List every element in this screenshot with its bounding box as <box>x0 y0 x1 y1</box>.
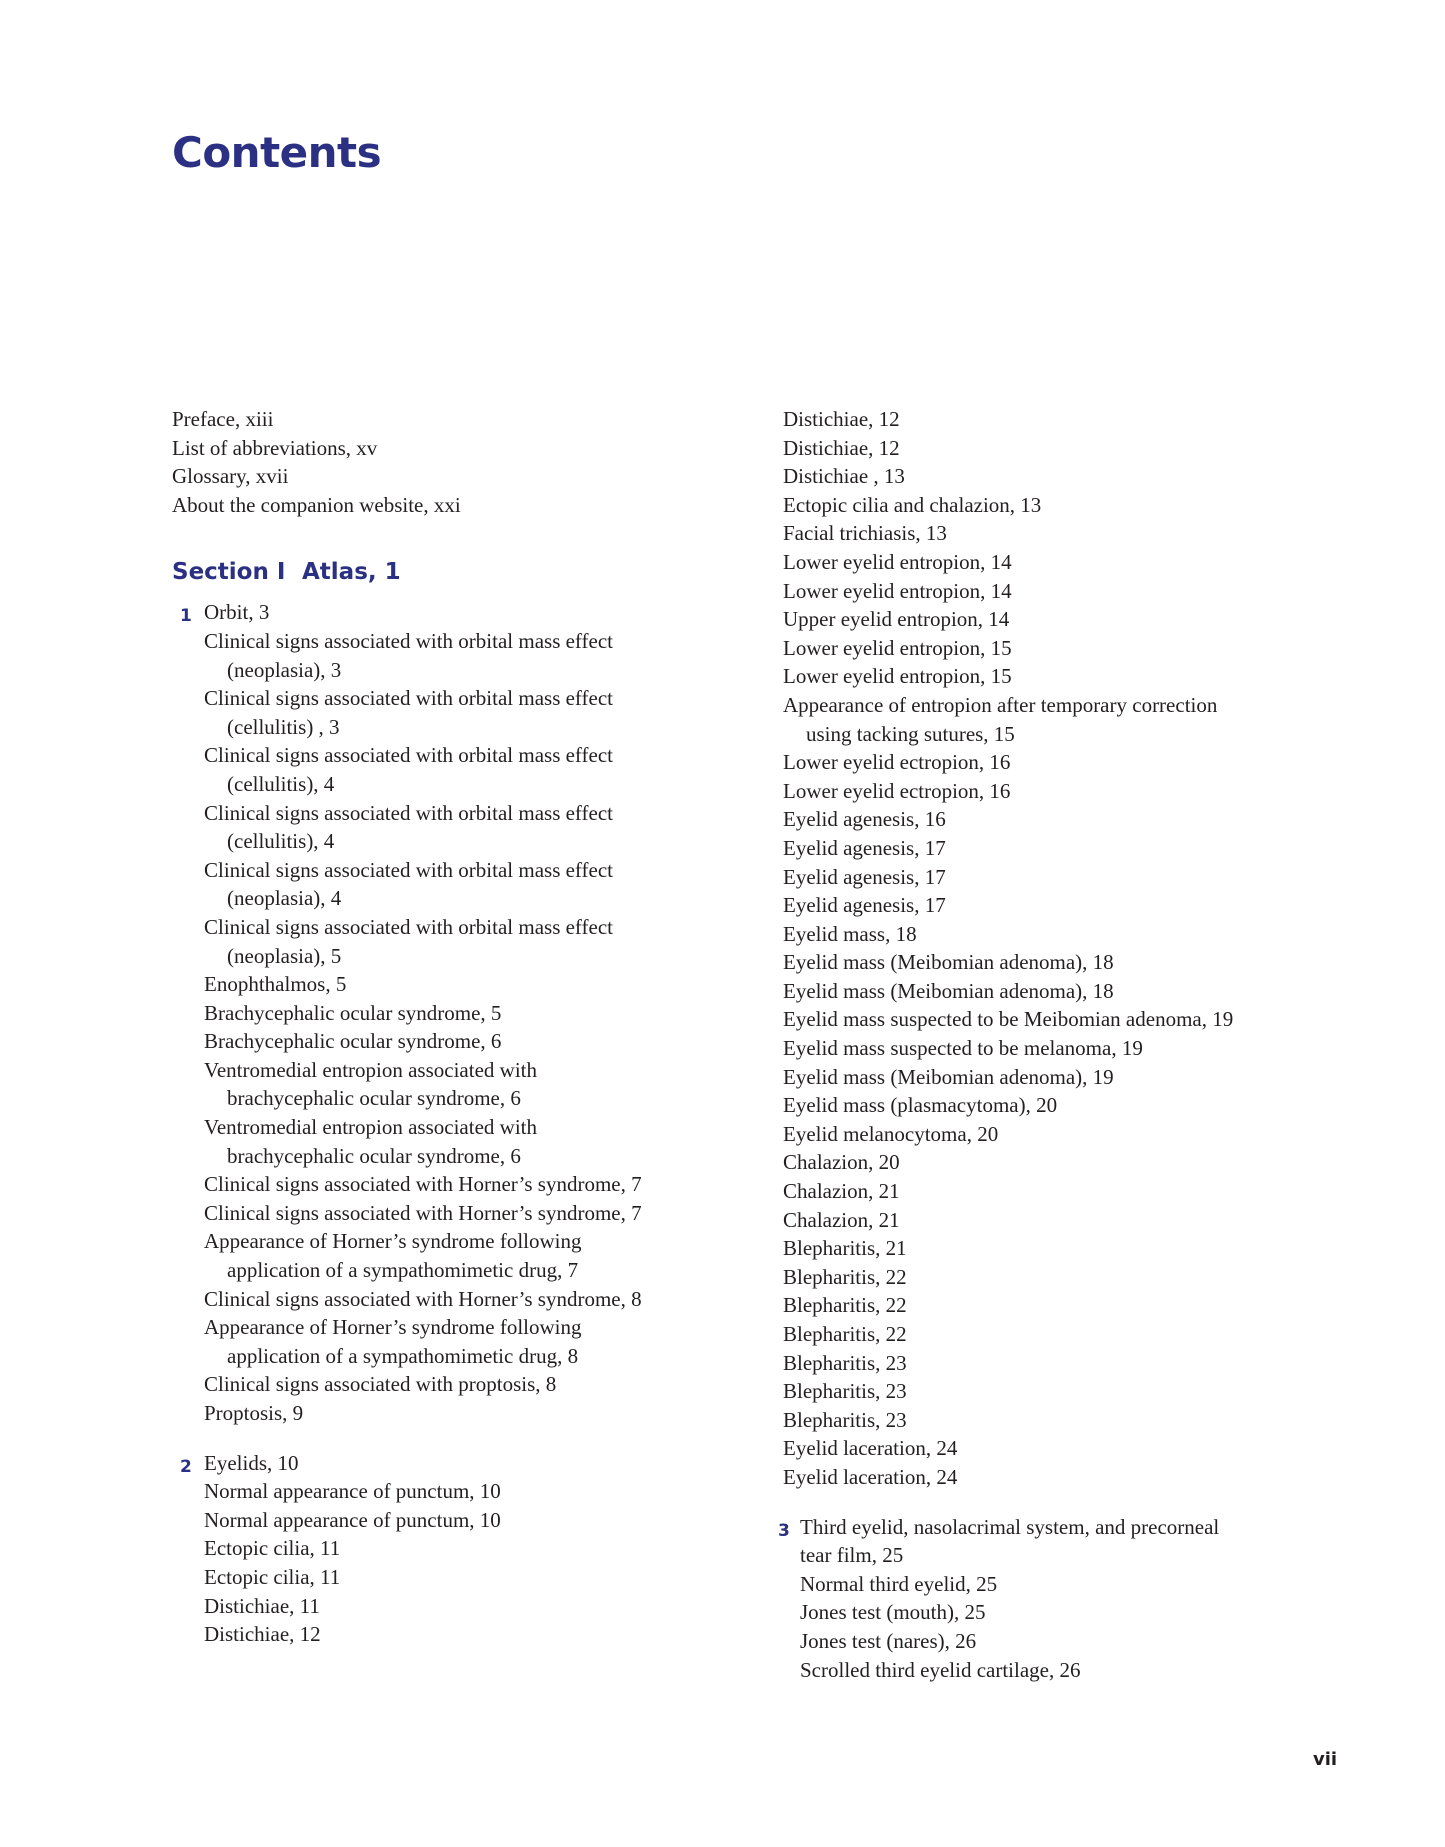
toc-entry <box>204 1056 692 1113</box>
toc-entry-text: Eyelid mass (Meibomian adenoma), 18 <box>783 978 1114 1003</box>
toc-entry-text: Eyelid mass (Meibomian adenoma), 19 <box>783 1064 1114 1089</box>
toc-entry-text: Lower eyelid ectropion, 16 <box>783 778 1011 803</box>
toc-entry-text: Lower eyelid ectropion, 16 <box>783 750 1011 775</box>
toc-entry <box>204 1113 692 1170</box>
toc-entry-text: Clinical signs associated with orbital mass effect <box>204 914 614 939</box>
toc-entry <box>783 1291 1343 1320</box>
toc-entry-text: Facial trichiasis, 13 <box>783 521 947 546</box>
toc-entry-text: Clinical signs associated with orbital mass effect <box>204 628 614 653</box>
toc-entry <box>204 1227 692 1284</box>
toc-entry-text: Clinical signs associated with proptosis, 8 <box>204 1372 557 1397</box>
toc-entry-text: Eyelid agenesis, 17 <box>783 864 946 889</box>
toc-entry-text: Clinical signs associated with orbital mass effect <box>204 800 614 825</box>
toc-entry <box>783 462 1343 491</box>
contents-left-column <box>172 405 692 1649</box>
toc-entry-text: Distichiae, 12 <box>783 435 900 460</box>
chapter-3 <box>778 1513 1343 1685</box>
toc-entry <box>800 1656 1343 1685</box>
chapter-2-entries-continued <box>783 405 1343 1492</box>
toc-entry-text: Normal appearance of punctum, 10 <box>204 1479 501 1504</box>
toc-entry-text: Blepharitis, 23 <box>783 1407 907 1432</box>
toc-entry <box>783 1320 1343 1349</box>
contents-right-column <box>778 405 1343 1684</box>
toc-entry <box>783 1377 1343 1406</box>
toc-entry <box>783 891 1343 920</box>
toc-entry-text: Eyelid mass (plasmacytoma), 20 <box>783 1093 1058 1118</box>
toc-entry <box>204 1170 692 1199</box>
page-title: Contents <box>172 128 382 177</box>
toc-entry <box>204 913 692 970</box>
front-matter-item: Preface, xiii <box>172 407 274 431</box>
toc-entry <box>783 1177 1343 1206</box>
toc-entry-text: Distichiae, 11 <box>204 1593 320 1618</box>
toc-entry <box>204 1592 692 1621</box>
toc-entry <box>783 920 1343 949</box>
toc-entry <box>783 434 1343 463</box>
toc-entry-text: Upper eyelid entropion, 14 <box>783 607 1010 632</box>
toc-entry-text: Appearance of Horner’s syndrome following <box>204 1229 582 1254</box>
toc-entry-text: Jones test (mouth), 25 <box>800 1600 986 1625</box>
toc-entry-text-continued: (cellulitis), 4 <box>227 829 335 854</box>
toc-entry <box>783 1349 1343 1378</box>
toc-entry-text: Proptosis, 9 <box>204 1401 304 1425</box>
toc-entry <box>783 863 1343 892</box>
toc-entry-text: Appearance of entropion after temporary correction <box>783 692 1218 717</box>
toc-entry <box>783 1406 1343 1435</box>
toc-entry <box>783 834 1343 863</box>
toc-entry <box>783 1148 1343 1177</box>
toc-entry <box>204 1506 692 1535</box>
toc-entry-text-continued: (cellulitis), 4 <box>227 771 335 796</box>
toc-entry <box>783 977 1343 1006</box>
toc-entry <box>783 1034 1343 1063</box>
toc-entry <box>783 405 1343 434</box>
toc-entry-text-continued: (cellulitis) , 3 <box>227 714 340 739</box>
toc-entry <box>783 1234 1343 1263</box>
toc-entry-text: Scrolled third eyelid cartilage, 26 <box>800 1657 1081 1682</box>
toc-entry <box>783 777 1343 806</box>
toc-entry-text: Clinical signs associated with orbital mass effect <box>204 743 614 768</box>
toc-entry <box>204 1285 692 1314</box>
toc-entry-text: Normal appearance of punctum, 10 <box>204 1507 501 1532</box>
toc-entry-text: Ectopic cilia, 11 <box>204 1564 341 1589</box>
toc-entry-text: Eyelid laceration, 24 <box>783 1464 958 1489</box>
chapter-title: Third eyelid, nasolacrimal system, and precorneal <box>800 1514 1220 1539</box>
toc-entry-text: Blepharitis, 23 <box>783 1379 907 1404</box>
toc-entry-text: Lower eyelid entropion, 14 <box>783 578 1012 603</box>
toc-entry <box>783 1063 1343 1092</box>
toc-entry <box>783 1120 1343 1149</box>
toc-entry-text-continued: application of a sympathomimetic drug, 8 <box>227 1343 579 1368</box>
toc-entry <box>783 1463 1343 1492</box>
toc-entry-text: Blepharitis, 21 <box>783 1236 907 1261</box>
section-number: Section I <box>172 559 286 586</box>
toc-entry-text-continued: brachycephalic ocular syndrome, 6 <box>227 1143 521 1168</box>
toc-entry <box>204 1534 692 1563</box>
toc-entry-text: Lower eyelid entropion, 15 <box>783 635 1012 660</box>
toc-entry-text-continued: (neoplasia), 5 <box>227 943 342 968</box>
toc-entry-text-continued: brachycephalic ocular syndrome, 6 <box>227 1086 521 1111</box>
toc-entry-text: Chalazion, 21 <box>783 1207 900 1232</box>
toc-entry-text: Eyelid mass (Meibomian adenoma), 18 <box>783 950 1114 975</box>
front-matter-item: About the companion website, xxi <box>172 492 461 517</box>
chapter-title: Eyelids, 10 <box>204 1450 299 1475</box>
toc-entry <box>204 627 692 684</box>
toc-entry-text: Lower eyelid entropion, 15 <box>783 664 1012 689</box>
toc-entry <box>783 634 1343 663</box>
toc-entry-text: Distichiae, 12 <box>783 407 900 431</box>
chapter-1-entries <box>204 627 692 1428</box>
toc-entry-text: Ventromedial entropion associated with <box>204 1115 537 1140</box>
chapter-number: 2 <box>180 1456 192 1477</box>
front-matter-list <box>172 405 692 519</box>
toc-entry <box>783 748 1343 777</box>
toc-entry <box>783 1091 1343 1120</box>
toc-entry <box>783 1206 1343 1235</box>
toc-entry-text: Enophthalmos, 5 <box>204 972 347 997</box>
toc-entry-text: Blepharitis, 22 <box>783 1322 907 1346</box>
toc-entry-text: Jones test (nares), 26 <box>800 1628 977 1653</box>
toc-entry <box>800 1570 1343 1599</box>
toc-entry <box>204 1313 692 1370</box>
chapter-1 <box>172 598 692 1427</box>
chapter-2-entries <box>204 1477 692 1649</box>
chapter-3-entries <box>800 1570 1343 1684</box>
toc-entry-text: Clinical signs associated with orbital mass effect <box>204 857 614 882</box>
toc-entry <box>204 970 692 999</box>
toc-entry-text: Blepharitis, 22 <box>783 1264 907 1289</box>
toc-entry-text: Chalazion, 21 <box>783 1179 900 1204</box>
chapter-number: 1 <box>180 606 192 627</box>
front-matter-item: List of abbreviations, xv <box>172 435 378 460</box>
toc-entry <box>204 799 692 856</box>
toc-entry <box>783 1005 1343 1034</box>
toc-entry <box>783 948 1343 977</box>
toc-entry-text: Normal third eyelid, 25 <box>800 1571 998 1596</box>
chapter-number: 3 <box>778 1520 790 1541</box>
toc-entry-text: Appearance of Horner’s syndrome following <box>204 1315 582 1340</box>
toc-entry-text: Clinical signs associated with Horner’s syndrome, 8 <box>204 1286 642 1311</box>
toc-entry-text: Lower eyelid entropion, 14 <box>783 549 1012 574</box>
toc-entry-text: Blepharitis, 23 <box>783 1350 907 1375</box>
toc-entry-text: Distichiae , 13 <box>783 464 905 489</box>
toc-entry-text: Eyelid agenesis, 17 <box>783 893 946 918</box>
section-title: Atlas, 1 <box>302 559 401 586</box>
toc-entry <box>800 1598 1343 1627</box>
toc-entry-text: Ectopic cilia, 11 <box>204 1536 341 1561</box>
toc-entry-text: Distichiae, 12 <box>204 1622 321 1647</box>
toc-entry-text: Brachycephalic ocular syndrome, 6 <box>204 1029 502 1054</box>
toc-entry-text: Chalazion, 20 <box>783 1150 900 1175</box>
toc-entry <box>800 1627 1343 1656</box>
toc-entry <box>783 662 1343 691</box>
front-matter-item: Glossary, xvii <box>172 464 289 489</box>
toc-entry-text: Eyelid agenesis, 17 <box>783 835 946 860</box>
toc-entry <box>204 1199 692 1228</box>
toc-entry <box>783 605 1343 634</box>
toc-entry <box>783 691 1343 748</box>
toc-entry <box>783 519 1343 548</box>
toc-entry-text: Eyelid mass, 18 <box>783 921 917 946</box>
toc-entry-text: Ventromedial entropion associated with <box>204 1057 537 1082</box>
toc-entry-text: Eyelid melanocytoma, 20 <box>783 1121 999 1146</box>
toc-entry-text: Clinical signs associated with orbital mass effect <box>204 686 614 711</box>
toc-entry-text: Eyelid laceration, 24 <box>783 1436 958 1461</box>
toc-entry-text: Eyelid agenesis, 16 <box>783 807 946 832</box>
toc-entry-text-continued: (neoplasia), 3 <box>227 657 342 682</box>
toc-entry <box>783 548 1343 577</box>
toc-entry <box>204 1563 692 1592</box>
toc-entry <box>204 1477 692 1506</box>
page-number: vii <box>1313 1749 1338 1770</box>
section-heading <box>172 558 692 586</box>
toc-entry-text: Blepharitis, 22 <box>783 1293 907 1318</box>
chapter-2 <box>172 1449 692 1649</box>
toc-entry <box>204 684 692 741</box>
chapter-title: Orbit, 3 <box>204 600 270 625</box>
toc-entry <box>783 577 1343 606</box>
toc-entry <box>783 1263 1343 1292</box>
toc-entry-text-continued: using tacking sutures, 15 <box>806 721 1015 746</box>
toc-entry-text: Clinical signs associated with Horner’s syndrome, 7 <box>204 1200 642 1225</box>
toc-entry-text: Brachycephalic ocular syndrome, 5 <box>204 1000 502 1025</box>
toc-entry-text: Clinical signs associated with Horner’s syndrome, 7 <box>204 1172 642 1197</box>
toc-entry <box>204 999 692 1028</box>
toc-entry <box>204 1399 692 1428</box>
toc-entry <box>204 1370 692 1399</box>
toc-entry <box>204 741 692 798</box>
chapter-title-continued: tear film, 25 <box>800 1543 904 1568</box>
toc-entry-text: Ectopic cilia and chalazion, 13 <box>783 492 1042 517</box>
toc-entry-text-continued: (neoplasia), 4 <box>227 886 342 911</box>
toc-entry-text-continued: application of a sympathomimetic drug, 7 <box>227 1258 579 1283</box>
toc-entry-text: Eyelid mass suspected to be melanoma, 19 <box>783 1036 1143 1061</box>
toc-entry <box>783 1434 1343 1463</box>
toc-entry-text: Eyelid mass suspected to be Meibomian adenoma, 19 <box>783 1007 1234 1032</box>
toc-entry <box>204 1620 692 1649</box>
toc-entry <box>783 491 1343 520</box>
toc-entry <box>204 1027 692 1056</box>
toc-entry <box>204 856 692 913</box>
toc-entry <box>783 805 1343 834</box>
